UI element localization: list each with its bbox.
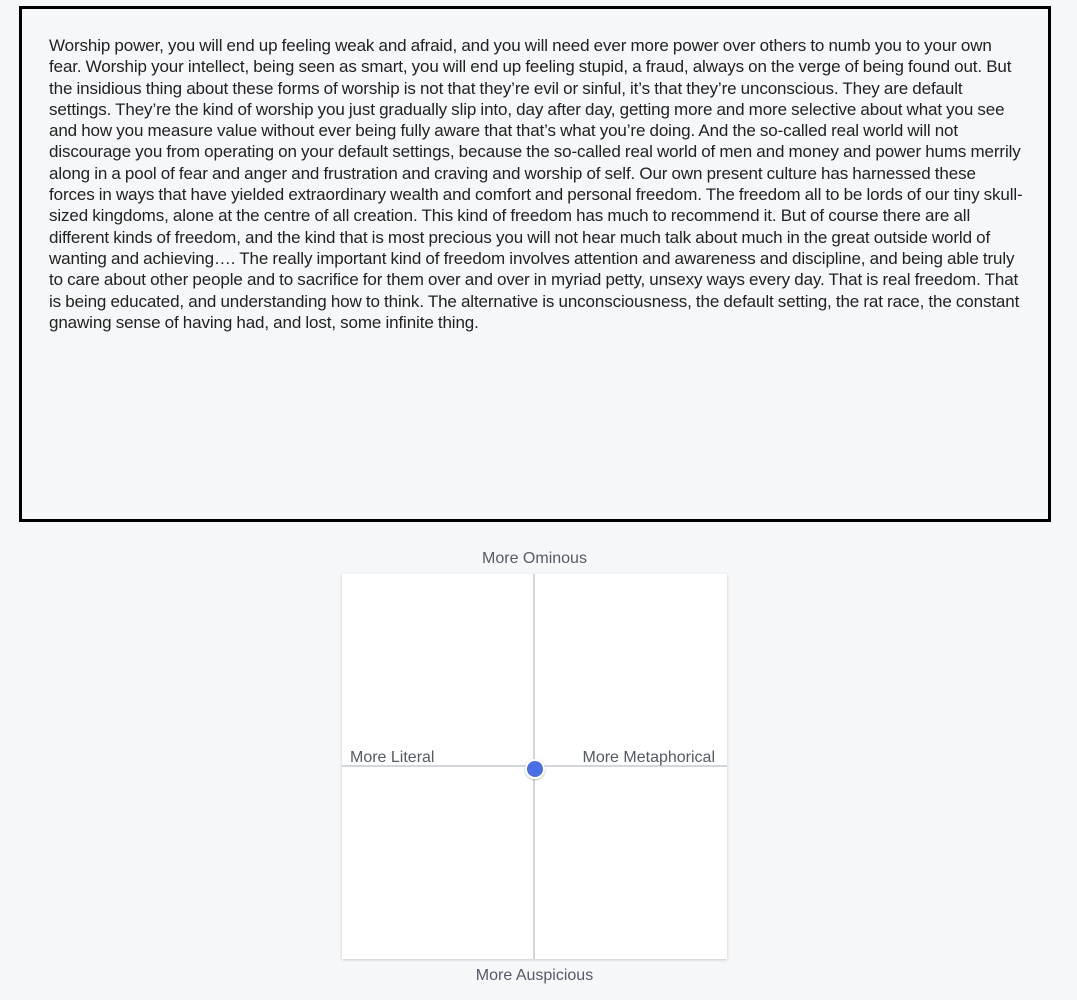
- axis-label-left: More Literal: [350, 749, 435, 766]
- axis-label-top: More Ominous: [482, 550, 587, 567]
- axis-label-bottom: More Auspicious: [475, 967, 594, 984]
- rating-marker-handle[interactable]: [525, 759, 545, 779]
- passage-text: Worship power, you will end up feeling weak and afraid, and you will need ever more power over others to numb you to your own fear. Worship your intellect, being seen as smart, you will end up feeling stupid, a fraud, always on the verge of being found out. But the insidious thing about these forms of worship is not that they’re evil or sinful, it’s that they’re unconscious. They are default settings. They’re the kind of worship you just gradually slip into, day after day, getting more and more selective about what you see and how you measure value without ever being fully aware that that’s what you’re doing. And the so-called real world will not discourage you from operating on your default settings, because the so-called real world of men and money and power hums merrily along in a pool of fear and anger and frustration and craving and worship of self. Our own present culture has harnessed these forces in ways that have yielded extraordinary wealth and comfort and personal freedom. The freedom all to be lords of our tiny skull-sized kingdoms, alone at the centre of all creation. This kind of freedom has much to recommend it. But of course there are all different kinds of freedom, and the kind that is most precious you will not hear much talk about much in the great outside world of wanting and achieving…. The really important kind of freedom involves attention and awareness and discipline, and being able truly to care about other people and to sacrifice for them over and over in myriad petty, unsexy ways every day. That is real freedom. That is being educated, and understanding how to think. The alternative is unconsciousness, the default setting, the rat race, the constant gnawing sense of having had, and lost, some infinite thing.: [49, 36, 1023, 332]
- axis-label-right: More Metaphorical: [582, 749, 715, 766]
- passage-panel: [19, 6, 1051, 522]
- rating-grid[interactable]: [342, 574, 727, 959]
